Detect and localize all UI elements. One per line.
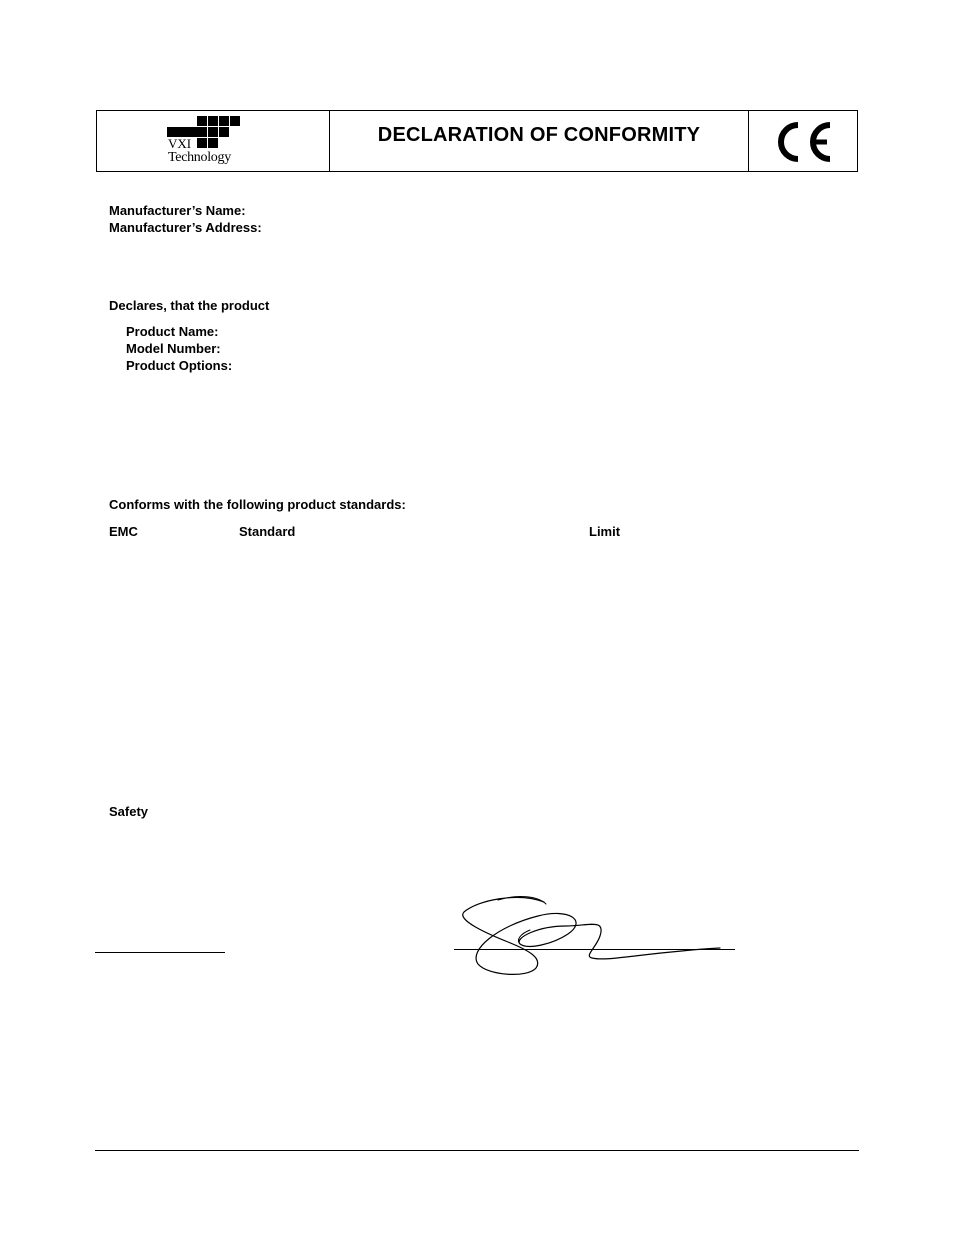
logo-cell: [97, 111, 330, 171]
declares-product-label: Declares, that the product: [109, 298, 270, 313]
logo-text-vxi: VXI: [168, 136, 192, 151]
signature-image: [458, 890, 728, 980]
manufacturer-address-label: Manufacturer’s Address:: [109, 220, 262, 235]
date-line: [95, 952, 225, 953]
safety-label: Safety: [109, 804, 149, 819]
column-emc: EMC: [109, 524, 138, 539]
column-standard: Standard: [239, 524, 296, 539]
ce-cell: [749, 111, 857, 171]
company-logo: [167, 116, 242, 168]
footer-rule: [95, 1150, 859, 1151]
column-limit: Limit: [589, 524, 621, 539]
logo-text-technology: Technology: [168, 150, 231, 165]
product-name-label: Product Name:: [126, 324, 219, 339]
header-table: [96, 110, 858, 172]
product-options-label: Product Options:: [126, 358, 233, 373]
standards-heading: Conforms with the following product standards:: [109, 497, 406, 512]
ce-mark-icon: [773, 119, 837, 165]
model-number-label: Model Number:: [126, 341, 221, 356]
document-title: DECLARATION OF CONFORMITY: [377, 124, 701, 146]
manufacturer-name-label: Manufacturer’s Name:: [109, 203, 246, 218]
title-cell: [330, 111, 749, 171]
